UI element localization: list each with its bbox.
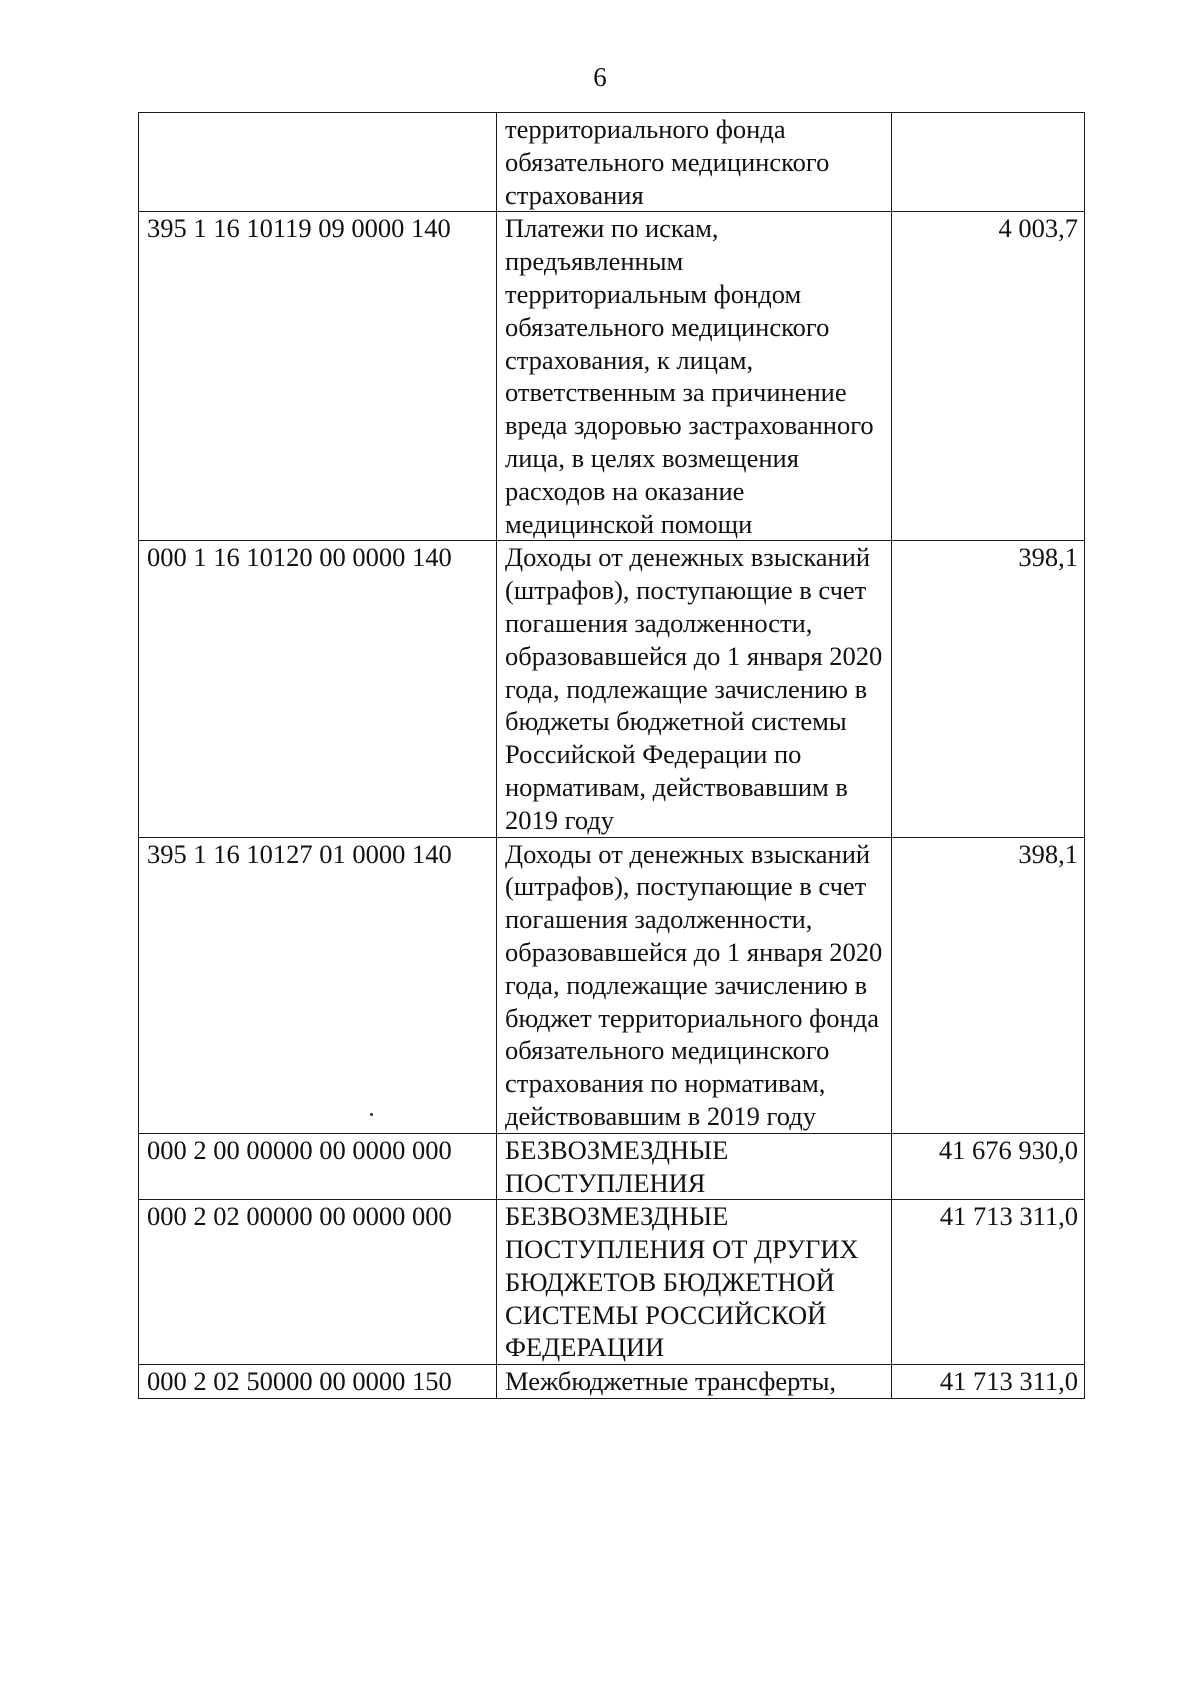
table-row — [139, 1133, 1085, 1200]
revenue-amount-cell: 41 713 311,0 — [892, 1200, 1085, 1365]
revenue-code-cell — [139, 113, 497, 212]
revenue-name-cell: Межбюджетные трансферты, — [497, 1365, 892, 1399]
table-row — [139, 113, 1085, 212]
revenue-code-cell: 395 1 16 10119 09 0000 140 — [139, 212, 497, 541]
revenue-amount-cell: 398,1 — [892, 541, 1085, 837]
table-row — [139, 1200, 1085, 1365]
revenue-amount-cell: 41 713 311,0 — [892, 1365, 1085, 1399]
scan-speck — [370, 1113, 373, 1116]
page-number: 6 — [593, 62, 607, 92]
revenue-code-cell: 000 2 02 00000 00 0000 000 — [139, 1200, 497, 1365]
revenue-name-cell: БЕЗВОЗМЕЗДНЫЕ ПОСТУПЛЕНИЯ — [497, 1133, 892, 1200]
revenue-amount-cell: 4 003,7 — [892, 212, 1085, 541]
revenue-name-cell: Платежи по искам, предъявленным территориальным фондом обязательного медицинского страхования, к лицам, ответственным за причинение вреда здоровью застрахованного лица, в целях возмещения расходов на оказание медицинской помощи — [497, 212, 892, 541]
revenue-code-cell: 000 2 00 00000 00 0000 000 — [139, 1133, 497, 1200]
table-row — [139, 837, 1085, 1133]
revenue-amount-cell: 398,1 — [892, 837, 1085, 1133]
revenue-code-cell: 000 2 02 50000 00 0000 150 — [139, 1365, 497, 1399]
revenue-code-cell: 395 1 16 10127 01 0000 140 — [139, 837, 497, 1133]
revenue-name-cell: БЕЗВОЗМЕЗДНЫЕ ПОСТУПЛЕНИЯ ОТ ДРУГИХ БЮДЖЕТОВ БЮДЖЕТНОЙ СИСТЕМЫ РОССИЙСКОЙ ФЕДЕРАЦИИ — [497, 1200, 892, 1365]
table-row — [139, 1365, 1085, 1399]
revenue-name-cell: Доходы от денежных взысканий (штрафов), поступающие в счет погашения задолженности, образовавшейся до 1 января 2020 года, подлежащие зачислению в бюджет территориального фонда обязательного медицинского страхования по нормативам, действовавшим в 2019 году — [497, 837, 892, 1133]
revenue-name-cell: Доходы от денежных взысканий (штрафов), поступающие в счет погашения задолженности, образовавшейся до 1 января 2020 года, подлежащие зачислению в бюджеты бюджетной системы Российской Федерации по нормативам, действовавшим в 2019 году — [497, 541, 892, 837]
table-row — [139, 541, 1085, 837]
table-row — [139, 212, 1085, 541]
revenue-code-cell: 000 1 16 10120 00 0000 140 — [139, 541, 497, 837]
revenue-amount-cell — [892, 113, 1085, 212]
budget-revenue-table — [138, 112, 1085, 1399]
revenue-name-cell: территориального фонда обязательного медицинского страхования — [497, 113, 892, 212]
revenue-amount-cell: 41 676 930,0 — [892, 1133, 1085, 1200]
